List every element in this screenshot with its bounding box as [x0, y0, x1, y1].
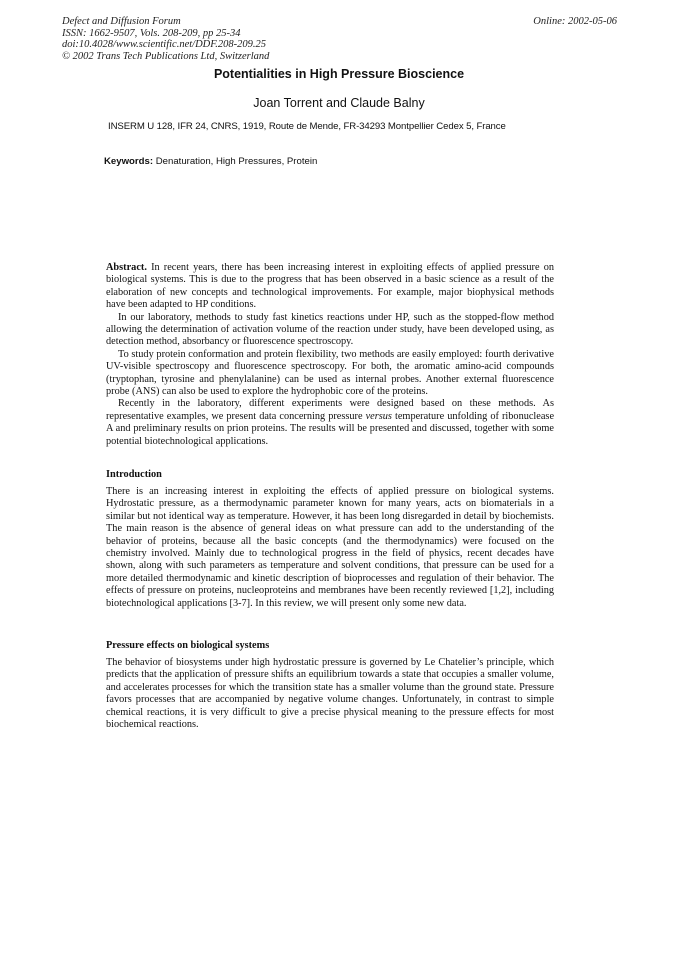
abstract-p1-text: In recent years, there has been increasing interest in exploiting effects of applied pressure on biological systems. This is due to the progress that has been observed in a basic science as a result of the elaboration of new concepts and technological improvements. For example, major biophysical methods have been adapted to HP conditions. — [106, 262, 555, 311]
introduction-paragraph: There is an increasing interest in exploiting the effects of applied pressure on biological systems. Hydrostatic pressure, as a thermodynamic parameter known for many years, acts on biomaterials in a similar but not identical way as temperature. However, it has been long disregarded in detail by biochemists. The main reason is the absence of general ideas on what pressure can add to the understanding of the behavior of proteins, because all the basic concepts (and the thermodynamics) were focused on the chemistry involved. Mainly due to technological progress in the field of physics, recent decades have shown, along with such parameters as temperature and solvent conditions, that pressure can be used for a more detailed thermodynamic and kinetic description of bioprocesses and regulation of their behavior. The effects of pressure on proteins, nucleoproteins and membranes have been recently reviewed [1,2], including biotechnological applications [3-7]. In this review, we will present only some new data. — [106, 486, 554, 609]
abstract-paragraph-2: In our laboratory, methods to study fast kinetics reactions under HP, such as the stopped-flow method allowing the determination of activation volume of the reaction under study, have been developed using, as detection method, absorbancy or fluorescence spectroscopy. — [106, 311, 554, 348]
introduction-body — [106, 486, 554, 610]
abstract-p4-emphasis: versus — [365, 410, 392, 422]
pressure-effects-paragraph: The behavior of biosystems under high hydrostatic pressure is governed by Le Chatelier’s principle, which predicts that the application of pressure shifts an equilibrium towards a state that occupies a smaller volume, and accelerates processes for which the transition state has a smaller volume than the ground state. Pressure favors processes that are accompanied by negative volume changes. Unfortunately, in contrast to simple chemical reactions, it is very difficult to give a precise physical meaning to the pressure effects for most biochemical reactions. — [106, 657, 554, 731]
issn-line: ISSN: 1662-9507, Vols. 208-209, pp 25-34 — [62, 27, 241, 39]
abstract — [106, 262, 554, 448]
introduction-heading: Introduction — [106, 469, 162, 480]
affiliation: INSERM U 128, IFR 24, CNRS, 1919, Route de Mende, FR-34293 Montpellier Cedex 5, France — [108, 121, 506, 132]
abstract-paragraph-4 — [106, 398, 554, 448]
copyright-line: © 2002 Trans Tech Publications Ltd, Switzerland — [62, 50, 270, 62]
abstract-p4-a: Recently in the laboratory, different experiments were designed based on these methods. As representative examples, we present data concerning pressure — [106, 398, 554, 422]
journal-header — [62, 16, 269, 62]
authors: Joan Torrent and Claude Balny — [253, 96, 425, 110]
keywords — [104, 156, 317, 167]
abstract-paragraph-3: To study protein conformation and protein flexibility, two methods are easily employed: fourth derivative UV-visible spectroscopy and fluorescence spectroscopy. For both, the aromatic amino-acid compounds (tryptophan, tyrosine and phenylalanine) can be used as internal probes. Another external fluorescence probe (ANS) can also be used to explore the hydrophobic core of the proteins. — [106, 348, 554, 398]
keywords-label: Keywords: — [104, 156, 154, 167]
abstract-label: Abstract. — [106, 262, 147, 273]
keywords-text: Denaturation, High Pressures, Protein — [155, 156, 318, 167]
doi-line[interactable]: doi:10.4028/www.scientific.net/DDF.208-209.25 — [62, 39, 267, 50]
abstract-p4-b: temperature unfolding of ribonuclease A and preliminary results on prion proteins. The results will be presented and discussed, together with some potential biotechnological applications. — [106, 410, 555, 447]
pressure-effects-body — [106, 657, 554, 731]
abstract-paragraph-1 — [106, 262, 554, 312]
journal-name: Defect and Diffusion Forum — [62, 16, 181, 27]
paper-title: Potentialities in High Pressure Bioscience — [213, 67, 465, 81]
pressure-effects-heading: Pressure effects on biological systems — [106, 640, 270, 651]
online-date: Online: 2002-05-06 — [533, 16, 617, 27]
